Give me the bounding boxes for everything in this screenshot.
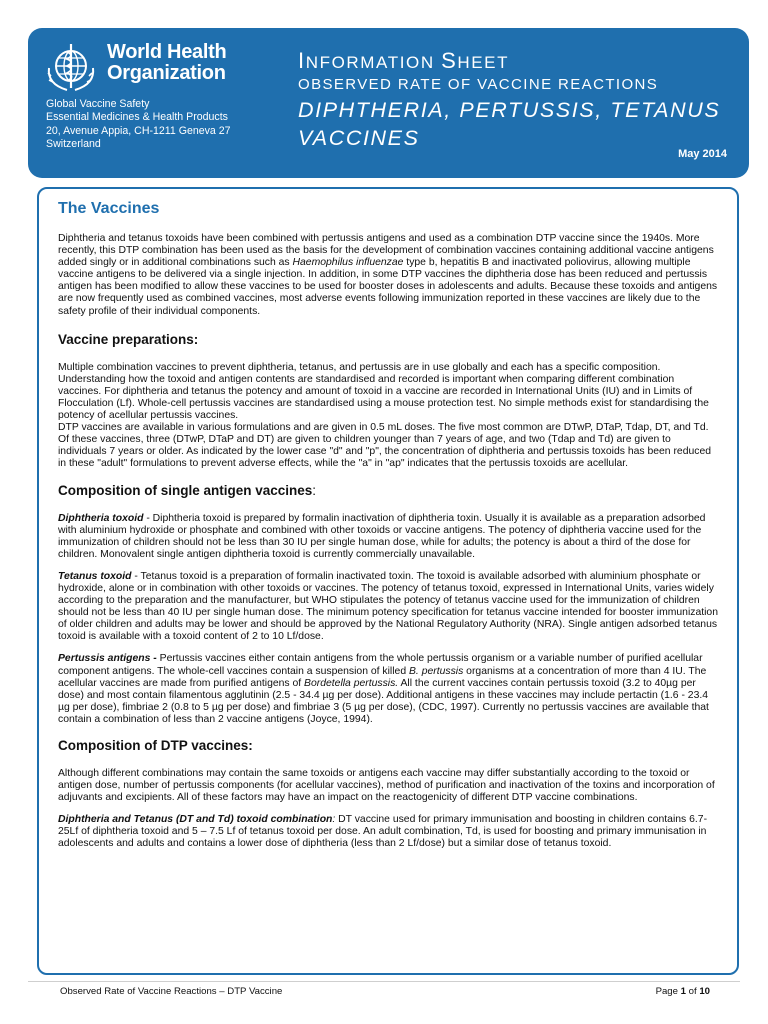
- text-run: All the current vaccines contain pertussis toxoid (3.2 to 40µg per dose) and most contain filamentous agglutinin (2.5 - 34.4 µg per dose). Additional antigens in these vaccines may include pertactin (1.6 - 23.4 µg per dose), fimbriae 2 (0.8 to 5 µg per dose) and fimbriae 3 (5 µg per dose), (CDC, 1997). Currently no pertussis vaccines are available that contain a combination of less than 2 vaccine antigens (Joyce, 1994).: [58, 677, 709, 725]
- page-current: 1: [680, 986, 686, 997]
- page-footer: [60, 986, 710, 997]
- address-line: 20, Avenue Appia, CH-1211 Geneva 27: [46, 124, 231, 137]
- paragraph-dtp: Although different combinations may contain the same toxoids or antigens each vaccine may differ substantially according to the toxoid or antigen dose, number of pertussis components (for acellular vaccines), method of purification and inactivation of the toxins and incorporation of adjuvants and excipients. All of these factors may have an impact on the reactogenicity of different DTP vaccine combinations.: [58, 768, 715, 804]
- paragraph-dt-td: [58, 814, 720, 850]
- publication-date: May 2014: [678, 148, 727, 160]
- content-body: [58, 199, 720, 851]
- subtitle: OBSERVED RATE OF VACCINE REACTIONS: [298, 76, 659, 93]
- italic-text: B. pertussis: [409, 665, 464, 677]
- paragraph-tetanus-toxoid: [58, 571, 720, 644]
- paragraph-preparations-2: DTP vaccines are available in various formulations and are given in 0.5 mL doses. The five most common are DTwP, DTaP, Tdap, DT, and Td. Of these vaccines, three (DTwP, DTaP and DT) are given to children younger than 7 years of age, and two (Tdap and Td) are given to individuals 7 years or older. As indicated by the lower case "d" and "p", the concentration of diphtheria and pertussis toxoids has been reduced in these "adult" formulations to prevent adverse effects, while the "a" in "ap" indicates that the pertussis toxoids are acellular.: [58, 422, 712, 470]
- address-line: Global Vaccine Safety: [46, 98, 150, 110]
- title-rest: HEET: [457, 53, 510, 72]
- title-block: [298, 48, 743, 152]
- title-cap: S: [441, 48, 458, 73]
- org-address: [46, 98, 286, 151]
- title-cap: I: [298, 48, 306, 73]
- text-run: DT vaccine used for primary immunisation and boosting in children contains 6.7-25Lf of diphtheria toxoid and 5 – 7.5 Lf of tetanus toxoid per dose. An adult combination, Td, is used for boosting and primary immunisation in adolescents and adults and contains a lower dose of diphtheria (less than 2 Lf/dose) but a similar dose of tetanus toxoid.: [58, 814, 708, 850]
- page-number: [656, 986, 710, 997]
- text-run: - Tetanus toxoid is a preparation of formalin inactivated toxin. The toxoid is available adsorbed with aluminium phosphate or hydroxide, alone or in combination with other toxoids or vaccines. The potency of tetanus toxoid, expressed in International Units, varies widely according to the preparation and the manufacturer, but WHO stipulates the potency of tetanus vaccine used for the immunization of children should not be less than 40 IU per single human dose. The minimum potency specification for tetanus vaccine intended for booster immunization of older children and adults may be lower and should be approved by the National Regulatory Authority (NRA). Single antigen adsorbed tetanus toxoid is available with a toxoid content of 2 to 10 Lf/dose.: [58, 570, 718, 643]
- header-banner: [28, 28, 749, 178]
- org-name: [107, 42, 226, 84]
- term-colon: :: [332, 814, 336, 826]
- term-label: Pertussis antigens -: [58, 653, 157, 665]
- term-label: Tetanus toxoid: [58, 570, 132, 582]
- italic-text: Bordetella pertussis.: [304, 677, 399, 689]
- heading-text: Composition of single antigen vaccines: [58, 482, 313, 498]
- content-box: [37, 187, 739, 975]
- page-of: of: [685, 986, 700, 997]
- org-name-line1: World Health: [107, 41, 227, 63]
- vaccine-title-line1: DIPHTHERIA, PERTUSSIS, TETANUS: [298, 98, 721, 122]
- address-line: Switzerland: [46, 137, 101, 150]
- paragraph-pertussis-antigens: [58, 653, 720, 726]
- org-name-line2: Organization: [107, 62, 226, 84]
- address-line: Essential Medicines & Health Products: [46, 111, 228, 124]
- text-run: - Diphtheria toxoid is prepared by formalin inactivation of diphtheria toxin. Usually it is available as a preparation adsorbed with aluminium hydroxide or phosphate and combined with other toxoids or vaccine antigens. The potency of diphtheria vaccine used for the immunization of children should not be less than 30 IU per single human dose, while for adults; the potency is about a third of the dose for children. Monovalent single antigen diphtheria toxoid is currently commercially unavailable.: [58, 512, 706, 560]
- page-total: 10: [699, 986, 710, 997]
- term-label: Diphtheria toxoid: [58, 512, 144, 524]
- term-label: Diphtheria and Tetanus (DT and Td) toxoid combination: [58, 814, 333, 826]
- page-prefix: Page: [655, 986, 681, 997]
- who-emblem-icon: [43, 38, 99, 94]
- vaccine-title: [298, 96, 743, 152]
- text-run: Pertussis vaccines either contain antigens from the whole pertussis organism or a variable number of purified acellular component antigens. The whole-cell vaccines contain a suspension of killed: [58, 653, 703, 677]
- paragraph-vaccines: [58, 233, 720, 318]
- section-heading-preparations: Vaccine preparations:: [58, 331, 199, 347]
- section-heading-vaccines: The Vaccines: [58, 200, 160, 217]
- footer-divider: [28, 981, 740, 982]
- italic-text: Haemophilus influenzae: [292, 257, 404, 269]
- info-sheet-title: [298, 48, 743, 76]
- section-heading-dtp: Composition of DTP vaccines:: [58, 738, 253, 753]
- footer-title: Observed Rate of Vaccine Reactions – DTP Vaccine: [60, 986, 283, 997]
- paragraph-diphtheria-toxoid: [58, 513, 720, 561]
- text-run: Diphtheria and tetanus toxoids have been combined with pertussis antigens and used as a combination DTP vaccine since the 1940s. More recently, this DTP combination has been used as the basis for the development of combination vaccines containing additional vaccine antigens added singly or in additional combinations such as: [58, 233, 714, 269]
- paragraph-preparations-1: Multiple combination vaccines to prevent diphtheria, tetanus, and pertussis are in use globally and each has a specific composition. Understanding how the toxoid and antigen contents are standardised and recorded is important when comparing different combination vaccines. For diphtheria and tetanus the potency and amount of toxoid in a vaccine are recorded in International Units (IU) and in Limits of Flocculation (Lf). Whole-cell pertussis vaccines are standardised using a mouse protection test. No simple methods exist for standardising the potency of acellular pertussis vaccines.: [58, 361, 709, 422]
- heading-colon: :: [312, 482, 317, 498]
- text-run: organisms at a concentration of more than 4 IU. The acellular vaccines are made from purified antigens of: [58, 665, 707, 689]
- text-run: type b, hepatitis B and inactivated poliovirus, allowing multiple vaccine antigens to be delivered via a single injection. In addition, in some DTP vaccines the diphtheria dose has been reduced and pertussis antigen has been modified to allow these vaccines to be used for booster doses in adolescents and adults. Because these toxoids and antigens are now frequently used as combined vaccines, most adverse events following immunization reported in these vaccines are likely due to the safety profile of their individual components.: [58, 257, 718, 317]
- vaccine-title-line2: VACCINES: [298, 126, 420, 150]
- title-rest: NFORMATION: [305, 53, 442, 72]
- section-heading-single-antigen: [58, 482, 720, 499]
